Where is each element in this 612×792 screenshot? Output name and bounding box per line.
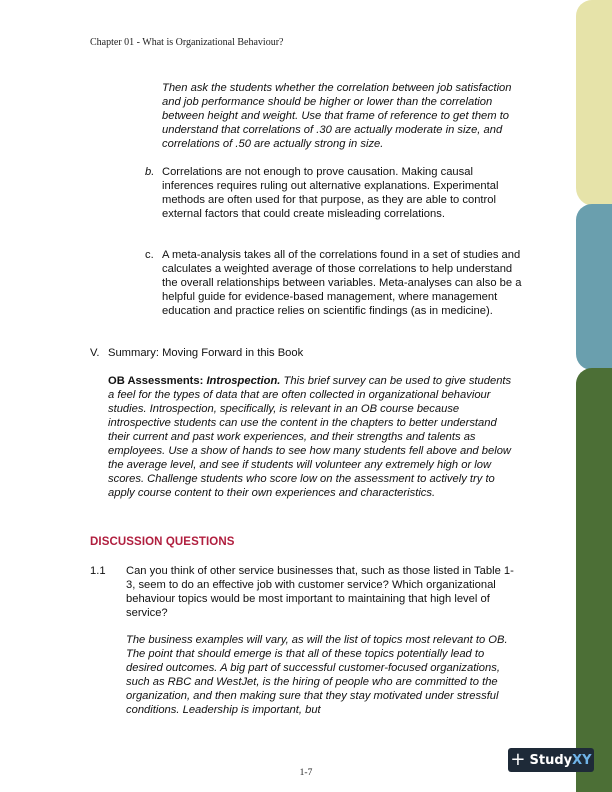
intro-paragraph: Then ask the students whether the correlation between job satisfaction and job performance should be higher or lower than the correlation between height and weight. Use that frame of reference to get them to understand that correlations of .30 are actually moderate in size, and correlations of .50 are actually strong in size.: [162, 82, 512, 150]
ob-assessment-label-italic: Introspection.: [206, 375, 281, 387]
discussion-heading: DISCUSSION QUESTIONS: [90, 536, 235, 548]
logo-text: [530, 753, 592, 768]
page-number: 1-7: [299, 768, 313, 778]
item-c-text: A meta-analysis takes all of the correlations found in a set of studies and calculates a weighted average of those correlations to help understand the overall relationships between variables. Meta-analyses can also be a helpful guide for evidence-based management, where management education and practice relies on scientific findings (as in medicine).: [162, 249, 522, 317]
question-number: 1.1: [90, 565, 106, 577]
ob-assessment-text: This brief survey can be used to give students a feel for the types of data that are often collected in organizational behaviour studies. Introspection, specifically, is relevant in an OB course because introspective students can use the content in the chapters to better understand their current and past work experiences, and their strengths and talents as employees. Use a show of hands to see how many students fell above and below the average level, and see if students will volunteer any extremely high or low scores. Challenge students who score low on the assessment to actively try to apply course content to their own experiences and characteristics.: [108, 375, 512, 499]
section-v-title: Summary: Moving Forward in this Book: [108, 347, 304, 359]
item-c-marker: c.: [145, 249, 154, 261]
side-tab-green: [576, 368, 612, 792]
ob-assessment-label: OB Assessments:: [108, 375, 204, 387]
question-text: Can you think of other service businesses that, such as those listed in Table 1-3, seem to do an effective job with customer service? Which organizational behaviour topics would be most important to maintaining that high level of service?: [126, 565, 514, 619]
studyxy-logo: [508, 748, 594, 772]
logo-xy: XY: [572, 752, 592, 768]
ob-assessment-paragraph: [108, 374, 520, 500]
item-b-text: Correlations are not enough to prove causation. Making causal inferences requires ruling out alternative explanations. Experimental methods are often used for that purpose, as they are able to control external factors that could create misleading correlations.: [162, 166, 499, 220]
running-header: Chapter 01 - What is Organizational Behaviour?: [90, 37, 284, 48]
section-v-marker: V.: [90, 347, 100, 359]
item-b-marker: b.: [145, 166, 155, 178]
plus-icon: +: [510, 749, 526, 770]
side-tab-blue: [576, 204, 612, 370]
logo-study: Study: [529, 752, 573, 768]
answer-text: The business examples will vary, as will the list of topics most relevant to OB. The point that should emerge is that all of these topics potentially lead to desired outcomes. A big part of successful customer-focused organizations, such as RBC and WestJet, is the hiring of people who are committed to the organization, and then making sure that they stay motivated under stressful conditions. Leadership is important, but: [126, 634, 508, 716]
side-tab-yellow: [576, 0, 612, 206]
